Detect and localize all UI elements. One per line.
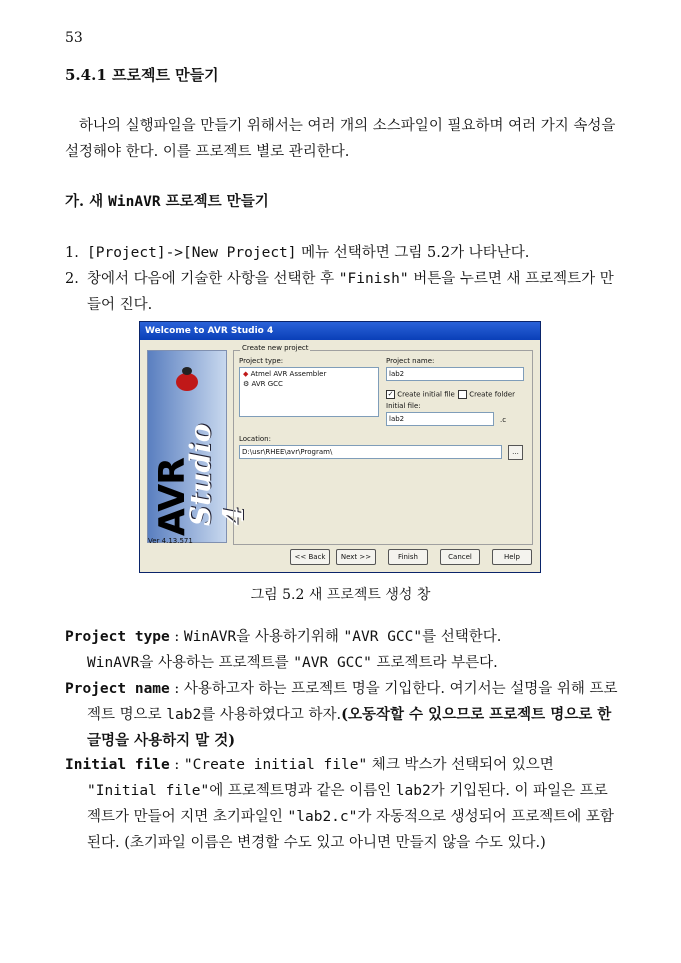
logo-studio-text: Studio 4 [184,423,250,526]
term-mono: "Create initial file" [183,757,368,773]
term-mono: "Initial file" [87,783,210,799]
term-sep: : [169,681,184,697]
logo-avr-text: AVR [152,458,193,536]
term-text: 에 프로젝트명과 같은 이름인 [209,783,396,799]
avr-studio-logo [147,350,250,543]
term-mono: lab2 [395,783,431,799]
term-label: Project type [65,629,170,645]
term-mono: "AVR GCC" [343,629,423,645]
checkbox-checked-icon: ✓ [387,390,394,398]
step-2 [65,266,617,318]
browse-button[interactable]: ... [508,445,523,460]
term-label: Project name [65,681,170,697]
subsection-mono: WinAVR [108,194,161,210]
step-mono: "Finish" [338,271,409,287]
list-item[interactable] [240,380,378,388]
checkbox-label: Create folder [469,390,516,399]
step-text: 창에서 다음에 기술한 사항을 선택한 후 [87,271,339,287]
term-project-type [65,624,620,676]
term-mono: WinAVR [87,655,140,671]
checkbox-label: Create initial file [397,390,455,399]
list-item-label: AVR GCC [251,380,283,388]
term-text: 를 선택한다. [422,629,502,645]
intro-paragraph [65,113,617,165]
term-text: 체크 박스가 선택되어 있으면 [367,757,554,773]
term-text: 를 사용하였다고 하자. [201,707,342,723]
intro-text: 하나의 실행파일을 만들기 위해서는 여러 개의 소스파일이 필요하며 여러 가지 속성을 설정해야 한다. 이를 프로젝트 별로 관리한다. [65,118,616,160]
dialog-title: Welcome to AVR Studio 4 [140,322,540,340]
term-mono: "AVR GCC" [293,655,372,671]
step-number: 1. [65,245,79,261]
term-warning: (오동작할 수 있으므로 프로젝트 명으로 한글명을 사용하지 말 것) [87,706,612,749]
step-text: 버튼을 누르면 새 프로젝트가 만들어 진다. [87,271,614,313]
section-title: 5.4.1 프로젝트 만들기 [65,66,219,84]
term-mono: WinAVR [183,629,237,645]
step-text: 메뉴 선택하면 그림 5.2가 나타난다. [296,245,530,261]
list-item-label: Atmel AVR Assembler [250,370,327,378]
term-text: 을 사용하기위해 [236,629,344,645]
term-text: 가 기입된다. 이 파일은 프로젝트가 만들어 지면 초기파일인 [87,783,608,825]
cancel-button[interactable]: Cancel [440,549,480,565]
diamond-icon: ◆ [243,370,249,378]
term-text: 사용하고자 하는 프로젝트 명을 기입한다. 여기서는 설명을 위해 프로젝트 명으로 [87,681,618,723]
term-text: 프로젝트라 부른다. [371,655,498,671]
term-sep: : [169,629,184,645]
checkbox-empty-icon [458,390,467,399]
create-folder-checkbox[interactable] [458,390,515,399]
project-name-label: Project name: [386,357,435,365]
step-mono: [Project]->[New Project] [87,245,297,261]
help-button[interactable]: Help [492,549,532,565]
list-item[interactable] [240,368,378,380]
page-number: 53 [65,30,83,46]
group-label: Create new project [242,344,309,352]
create-initial-file-checkbox[interactable] [386,390,455,399]
location-label: Location: [239,435,271,443]
step-number: 2. [65,271,79,287]
location-input[interactable]: D:\usr\RHEE\avr\Program\ [239,445,502,459]
bug-icon [176,373,198,391]
initial-file-label: Initial file: [386,402,421,410]
step-1 [65,240,617,266]
subsection-prefix: 가. 새 [65,193,109,210]
subsection-title [65,190,269,211]
gcc-icon: ⚙ [243,380,250,388]
term-project-name [65,676,620,754]
project-name-input[interactable]: lab2 [386,367,524,381]
term-initial-file [65,752,620,856]
term-mono: "lab2.c" [287,809,358,825]
figure-caption: 그림 5.2 새 프로젝트 생성 창 [250,587,431,603]
term-text: 가 자동적으로 생성되어 프로젝트에 포함된다. (초기파일 이름은 변경할 수도 있고 아니면 만들지 않을 수도 있다.) [87,809,614,851]
project-type-list[interactable] [239,367,379,417]
subsection-suffix: 프로젝트 만들기 [160,193,269,210]
back-button[interactable]: << Back [290,549,330,565]
term-sep: : [169,757,184,773]
version-label: Ver 4.13.571 [148,537,193,545]
next-button[interactable]: Next >> [336,549,376,565]
project-type-label: Project type: [239,357,284,365]
term-mono: lab2 [166,707,202,723]
initial-file-ext: .c [500,416,507,424]
new-project-dialog [139,321,541,573]
finish-button[interactable]: Finish [388,549,428,565]
create-project-group [233,344,533,545]
term-text: 을 사용하는 프로젝트를 [139,655,294,671]
term-label: Initial file [65,757,170,773]
initial-file-input[interactable]: lab2 [386,412,494,426]
